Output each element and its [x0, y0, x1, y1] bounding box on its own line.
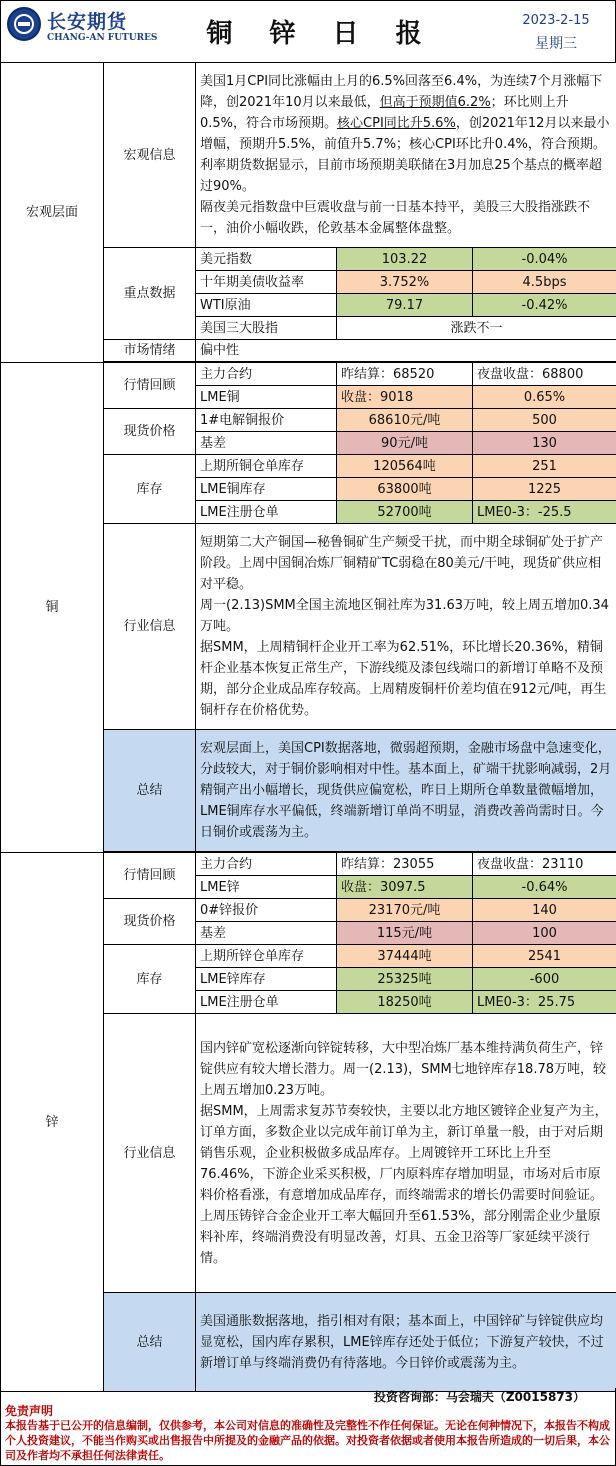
logo-english: CHANG-AN FUTURES — [47, 33, 158, 43]
key-data-label: 重点数据 — [104, 248, 196, 340]
key-row-value: 103.22 — [337, 248, 473, 271]
zinc-shfe-name: 上期所锌仓单库存 — [196, 945, 337, 968]
copper-lme-stock-name: LME铜库存 — [196, 478, 337, 501]
contact-info: 投资咨询部：马会瑞夫（Z0015873） — [373, 1390, 585, 1404]
zinc-basis-change: 100 — [473, 922, 616, 945]
zinc-lme-spread: LME0-3：25.75 — [473, 991, 616, 1014]
copper-lme-spread: LME0-3：-25.5 — [473, 501, 616, 524]
copper-stock-label: 库存 — [104, 455, 196, 524]
zinc-lme-stock-value: 25325吨 — [337, 968, 473, 991]
key-row-name: 十年期美债收益率 — [196, 271, 337, 294]
zinc-shfe-value: 37444吨 — [337, 945, 473, 968]
report-table — [0, 62, 616, 1392]
copper-basis-value: 90元/吨 — [337, 432, 473, 455]
zinc-lme-close: 收盘：3097.5 — [337, 876, 473, 899]
zinc-review-label: 行情回顾 — [104, 853, 196, 899]
zinc-industry-text: 国内锌矿宽松逐渐向锌锭转移，大中型冶炼厂基本维持满负荷生产，锌锭供应有较大增长潜力。周一(2.13)，SMM七地锌库存18.78万吨，较上周五增加0.23万吨。 据SMM，上周需求复苏节奏较快，主要以北方地区镀锌企业复产为主，订单方面，多数企业以完成年前订单为主，新订单量一般，由于对后期销售乐观，企业积极做多成品库存。上周镀锌开工环比上升至76.46%，下游企业采买积极，厂内原料库存增加明显，市场对后市原料价格看涨，有意增加成品库存，而终端需求的增长仍需要时间验证。上周压铸锌合金企业开工率大幅回升至61.53%，部分刚需企业少量原料补库，终端消费没有明显改善，灯具、五金卫浴等厂家延续平淡行情。 — [196, 1014, 616, 1293]
sentiment-label: 市场情绪 — [104, 340, 196, 362]
disclaimer-text: 本报告基于已公开的信息编制，仅供参考，本公司对信息的准确性及完整性不作任何保证。无论在何种情况下，本报告不构成个人投资建议，不能当作购买或出售报告中所提及的金融产品的依据。对投资者依据或者使用本报告所造成的一切后果，本公司及作者均不承担任何法律责任。 — [5, 1419, 610, 1462]
zinc-settle: 昨结算：23055 — [337, 853, 473, 876]
zinc-basis-name: 基差 — [196, 922, 337, 945]
zinc-stock-label: 库存 — [104, 945, 196, 1014]
zinc-section-label: 锌 — [1, 853, 104, 1392]
stocks-name: 美国三大股指 — [196, 317, 337, 340]
copper-spot-price: 68610元/吨 — [337, 409, 473, 432]
copper-main-contract: 主力合约 — [196, 363, 337, 386]
key-row-change: -0.04% — [473, 248, 616, 271]
stocks-value: 涨跌不一 — [337, 317, 616, 340]
report-weekday: 星期三 — [535, 36, 577, 52]
zinc-spot-change: 140 — [473, 899, 616, 922]
disclaimer-title: 免责声明 — [5, 1404, 54, 1418]
copper-spot-change: 500 — [473, 409, 616, 432]
copper-lme-reg-name: LME注册仓单 — [196, 501, 337, 524]
zinc-basis-value: 115元/吨 — [337, 922, 473, 945]
key-row-name: WTI原油 — [196, 294, 337, 317]
copper-spot-name: 1#电解铜报价 — [196, 409, 337, 432]
copper-settle: 昨结算：68520 — [337, 363, 473, 386]
copper-summary-label: 总结 — [104, 730, 196, 852]
copper-spot-label: 现货价格 — [104, 409, 196, 455]
macro-info-label: 宏观信息 — [104, 63, 196, 248]
copper-section-label: 铜 — [1, 363, 104, 853]
zinc-summary-text: 美国通胀数据落地，指引相对有限；基本面上，中国锌矿与锌锭供应均显宽松，国内库存累积，LME锌库存还处于低位；下游复产较快，不过新增订单与终端消费仍有待落地。今日锌价或震荡为主。 — [196, 1293, 616, 1392]
copper-lme-stock-value: 63800吨 — [337, 478, 473, 501]
report-title: 铜 锌 日 报 — [206, 19, 436, 49]
logo-chinese: 长安期货 — [47, 11, 128, 33]
copper-shfe-name: 上期所铜仓单库存 — [196, 455, 337, 478]
key-row-change: -0.42% — [473, 294, 616, 317]
zinc-shfe-change: 2541 — [473, 945, 616, 968]
copper-lme-change: 0.65% — [473, 386, 616, 409]
zinc-main-contract: 主力合约 — [196, 853, 337, 876]
zinc-lme-name: LME锌 — [196, 876, 337, 899]
report-date: 2023-2-15 — [522, 13, 590, 28]
zinc-lme-stock-name: LME锌库存 — [196, 968, 337, 991]
copper-industry-text: 短期第二大产铜国—秘鲁铜矿生产频受干扰，而中期全球铜矿处于扩产阶段。上周中国铜冶炼厂铜精矿TC弱稳在80美元/干吨，现货矿供应相对平稳。 周一(2.13)SMM全国主流地区铜社库为31.63万吨，较上周五增加0.34万吨。 据SMM，上周精铜杆企业开工率为62.51%，环比增长20.36%，精铜杆企业基本恢复正常生产，下游线缆及漆包线端口的新增订单略不及预期，部分企业成品库存较高。上周精废铜杆价差均值在912元/吨，再生铜杆存在价格优势。 — [196, 524, 616, 730]
zinc-spot-name: 0#锌报价 — [196, 899, 337, 922]
copper-basis-name: 基差 — [196, 432, 337, 455]
copper-shfe-change: 251 — [473, 455, 616, 478]
key-row-name: 美元指数 — [196, 248, 337, 271]
zinc-industry-label: 行业信息 — [104, 1014, 196, 1293]
zinc-spot-label: 现货价格 — [104, 899, 196, 945]
key-row-value: 79.17 — [337, 294, 473, 317]
zinc-summary-label: 总结 — [104, 1293, 196, 1392]
zinc-lme-reg-value: 18250吨 — [337, 991, 473, 1014]
zinc-lme-reg-name: LME注册仓单 — [196, 991, 337, 1014]
zinc-spot-price: 23170元/吨 — [337, 899, 473, 922]
copper-review-label: 行情回顾 — [104, 363, 196, 409]
sentiment-value: 偏中性 — [196, 340, 616, 362]
report-header — [0, 0, 616, 62]
zinc-lme-stock-change: -600 — [473, 968, 616, 991]
copper-industry-label: 行业信息 — [104, 524, 196, 730]
key-row-value: 3.752% — [337, 271, 473, 294]
copper-lme-name: LME铜 — [196, 386, 337, 409]
copper-lme-close: 收盘：9018 — [337, 386, 473, 409]
copper-shfe-value: 120564吨 — [337, 455, 473, 478]
zinc-lme-change: -0.64% — [473, 876, 616, 899]
key-row-change: 4.5bps — [473, 271, 616, 294]
copper-summary-text: 宏观层面上，美国CPI数据落地，微弱超预期，金融市场盘中急速变化，分歧较大，对于铜价影响相对中性。基本面上，矿端干扰影响减弱，2月精铜产出小幅增长，现货供应偏宽松，昨日上期所仓单数量微幅增加，LME铜库存水平偏低，终端新增订单尚不明显，消费改善尚需时日。今日铜价或震荡为主。 — [196, 730, 616, 852]
report-footer — [0, 1388, 616, 1466]
copper-lme-stock-change: 1225 — [473, 478, 616, 501]
copper-night-close: 夜盘收盘：68800 — [473, 363, 616, 386]
company-logo-icon — [7, 7, 41, 41]
copper-basis-change: 130 — [473, 432, 616, 455]
zinc-night-close: 夜盘收盘：23110 — [473, 853, 616, 876]
copper-lme-reg-value: 52700吨 — [337, 501, 473, 524]
macro-section-label: 宏观层面 — [1, 63, 104, 363]
macro-info-text: 美国1月CPI同比涨幅由上月的6.5%回落至6.4%，为连续7个月涨幅下降，创2021年10月以来最低，但高于预期值6.2%；环比则上升0.5%，符合市场预期。核心CPI同比升5.6%，创2021年12月以来最小增幅，预期升5.5%，前值升5.7%；核心CPI环比升0.4%，符合预期。利率期货数据显示，目前市场预期美联储在3月加息25个基点的概率超过90%。 隔夜美元指数盘中巨震收盘与前一日基本持平，美股三大股指涨跌不一，油价小幅收跌，伦敦基本金属整体盘整。 — [196, 63, 616, 248]
